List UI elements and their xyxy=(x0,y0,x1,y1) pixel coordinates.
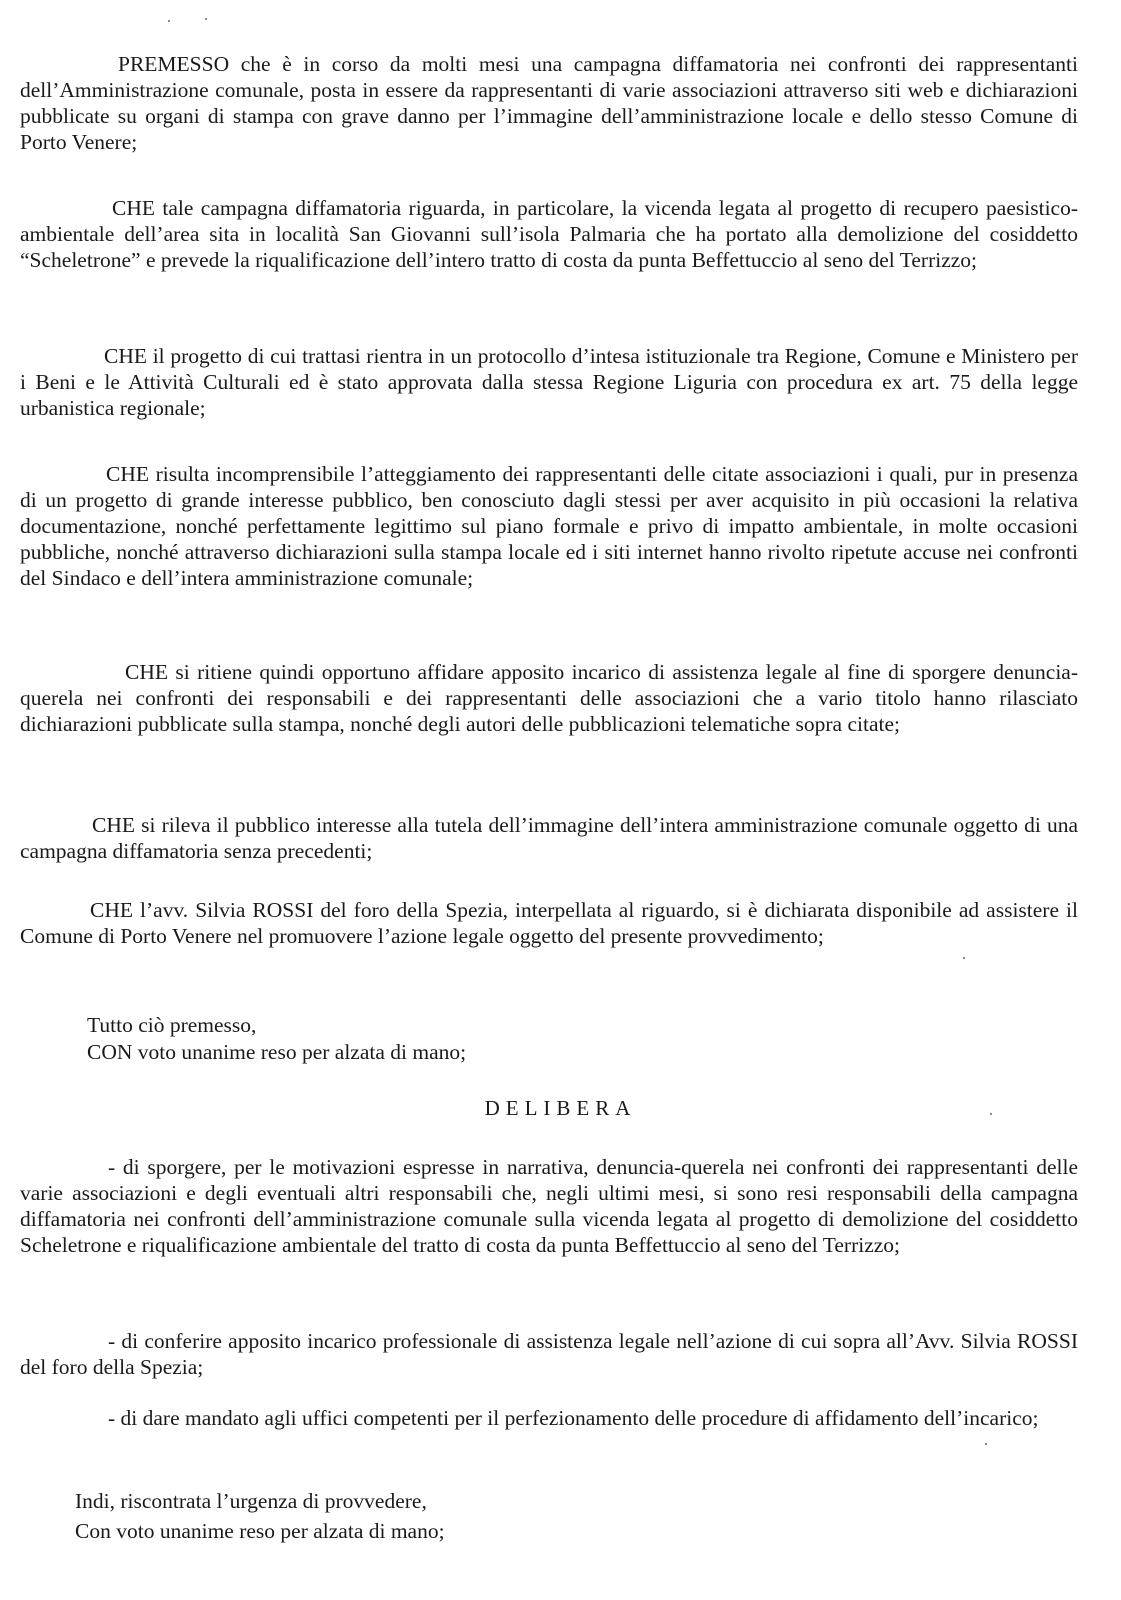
scan-speck xyxy=(168,20,170,22)
premise-paragraph: CHE l’avv. Silvia ROSSI del foro della Spezia, interpellata al riguardo, si è dichiarata disponibile ad assistere il Comune di Porto Venere nel promuovere l’azione legale oggetto del presente provvedimento; xyxy=(20,898,1078,948)
premise-paragraph: PREMESSO che è in corso da molti mesi una campagna diffamatoria nei confronti dei rappresentanti dell’Amministrazione comunale, posta in essere da rappresentanti di varie associazioni attraverso siti web e dichiarazioni pubblicate su organi di stampa con grave danno per l’immagine dell’amministrazione locale e dello stesso Comune di Porto Venere; xyxy=(20,52,1078,154)
delibera-heading: DELIBERA xyxy=(484,1096,637,1120)
premise-paragraph: CHE il progetto di cui trattasi rientra in un protocollo d’intesa istituzionale tra Regione, Comune e Ministero per i Beni e le Attività Culturali ed è stato approvata dalla stessa Regione Liguria con procedura ex art. 75 della legge urbanistica regionale; xyxy=(20,344,1078,420)
scan-speck xyxy=(985,1443,987,1445)
final-vote-line: Con voto unanime reso per alzata di mano; xyxy=(75,1519,445,1543)
scan-speck xyxy=(990,1113,992,1115)
premise-paragraph: CHE si rileva il pubblico interesse alla tutela dell’immagine dell’intera amministrazione comunale oggetto di una campagna diffamatoria senza precedenti; xyxy=(20,813,1078,863)
resolution-paragraph: - di sporgere, per le motivazioni espresse in narrativa, denuncia-querela nei confronti dei rappresentanti delle varie associazioni e degli eventuali altri responsabili che, negli ultimi mesi, si sono resi responsabili della campagna diffamatoria nei confronti dell’amministrazione comunale sulla vicenda legata al progetto di demolizione del cosiddetto Scheletrone e riqualificazione ambientale del tratto di costa da punta Beffettuccio al seno del Terrizzo; xyxy=(20,1155,1078,1257)
scan-speck xyxy=(205,18,207,20)
vote-line: CON voto unanime reso per alzata di mano; xyxy=(87,1040,467,1064)
resolution-paragraph: - di dare mandato agli uffici competenti per il perfezionamento delle procedure di affidamento dell’incarico; xyxy=(108,1406,1039,1430)
premise-paragraph: CHE risulta incomprensibile l’atteggiamento dei rappresentanti delle citate associazioni i quali, pur in presenza di un progetto di grande interesse pubblico, ben conosciuto dagli stessi per aver acquisito in più occasioni la relativa documentazione, nonché perfettamente legittimo sul piano formale e privo di impatto ambientale, in molte occasioni pubbliche, nonché attraverso dichiarazioni sulla stampa locale ed i siti internet hanno rivolto ripetute accuse nei confronti del Sindaco e dell’intera amministrazione comunale; xyxy=(20,462,1078,590)
premise-paragraph: CHE tale campagna diffamatoria riguarda, in particolare, la vicenda legata al progetto di recupero paesistico-ambientale dell’area sita in località San Giovanni sull’isola Palmaria che ha portato alla demolizione del cosiddetto “Scheletrone” e prevede la riqualificazione dell’intero tratto di costa da punta Beffettuccio al seno del Terrizzo; xyxy=(20,196,1078,272)
premise-paragraph: CHE si ritiene quindi opportuno affidare apposito incarico di assistenza legale al fine di sporgere denuncia-querela nei confronti dei responsabili e dei rappresentanti delle associazioni che a vario titolo hanno rilasciato dichiarazioni pubblicate sulla stampa, nonché degli autori delle pubblicazioni telematiche sopra citate; xyxy=(20,660,1078,736)
urgency-line: Indi, riscontrata l’urgenza di provvedere, xyxy=(75,1489,427,1513)
scan-speck xyxy=(963,957,965,959)
closing-premise-line: Tutto ciò premesso, xyxy=(87,1013,257,1037)
resolution-paragraph: - di conferire apposito incarico professionale di assistenza legale nell’azione di cui sopra all’Avv. Silvia ROSSI del foro della Spezia; xyxy=(20,1329,1078,1379)
